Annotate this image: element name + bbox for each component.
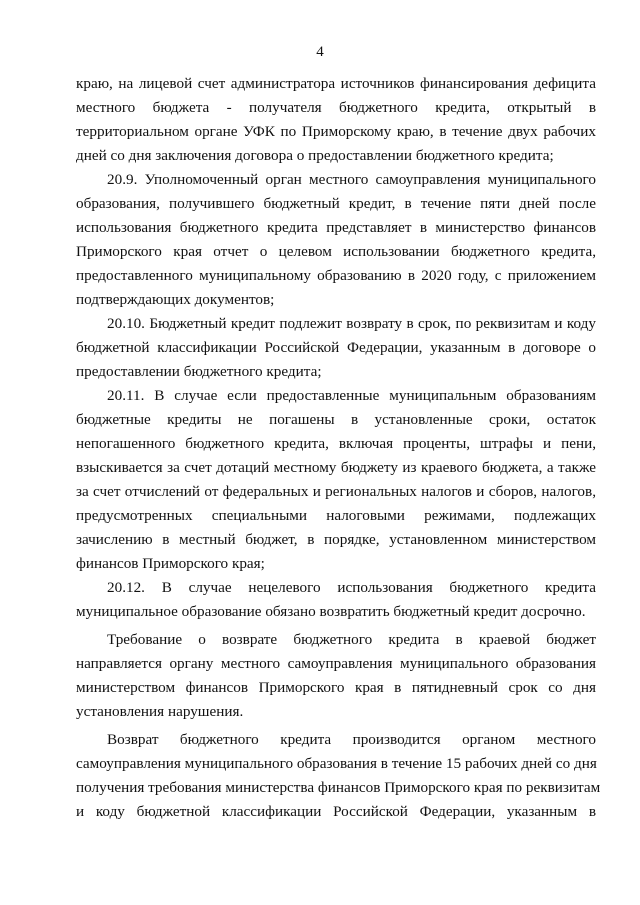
text-line: бюджетной классификации Российской Федерации, указанным в договоре о <box>76 339 596 356</box>
text-line: местного бюджета - получателя бюджетного кредита, открытый в <box>76 99 596 116</box>
text-line: образования, получившего бюджетный кредит, в течение пяти дней после <box>76 195 596 212</box>
text-line: территориальном органе УФК по Приморскому краю, в течение двух рабочих <box>76 123 596 140</box>
text-line: использования бюджетного кредита представляет в министерство финансов <box>76 219 596 236</box>
paragraph-requirement-start: Требование о возврате бюджетного кредита в краевой бюджет <box>107 631 596 648</box>
text-line: взыскивается за счет дотаций местному бюджету из краевого бюджета, а также <box>76 459 596 476</box>
text-line: получения требования министерства финансов Приморского края по реквизитам <box>76 779 601 796</box>
paragraph-20-10-start: 20.10. Бюджетный кредит подлежит возврату в срок, по реквизитам и коду <box>107 315 596 332</box>
text-line: предоставлении бюджетного кредита; <box>76 363 322 380</box>
page-number: 4 <box>316 44 324 60</box>
text-line: за счет отчислений от федеральных и региональных налогов и сборов, налогов, <box>76 483 596 500</box>
text-line: финансов Приморского края; <box>76 555 265 572</box>
paragraph-20-11-start: 20.11. В случае если предоставленные муниципальным образованиям <box>107 387 596 404</box>
text-line: краю, на лицевой счет администратора источников финансирования дефицита <box>76 75 596 92</box>
text-line: непогашенного бюджетного кредита, включая проценты, штрафы и пени, <box>76 435 596 452</box>
text-line: Приморского края отчет о целевом использовании бюджетного кредита, <box>76 243 596 260</box>
text-line: зачислению в местный бюджет, в порядке, установленном министерством <box>76 531 596 548</box>
text-line: предоставленного муниципальному образованию в 2020 году, с приложением <box>76 267 596 284</box>
text-line: самоуправления муниципального образования в течение 15 рабочих дней со дня <box>76 755 597 772</box>
text-line: дней со дня заключения договора о предоставлении бюджетного кредита; <box>76 147 554 164</box>
text-line: подтверждающих документов; <box>76 291 275 308</box>
text-line: муниципальное образование обязано возвратить бюджетный кредит досрочно. <box>76 603 586 620</box>
text-line: направляется органу местного самоуправления муниципального образования <box>76 655 596 672</box>
paragraph-20-12-start: 20.12. В случае нецелевого использования бюджетного кредита <box>107 579 596 596</box>
text-line: установления нарушения. <box>76 703 244 720</box>
text-line: министерством финансов Приморского края в пятидневный срок со дня <box>76 679 596 696</box>
paragraph-20-9-start: 20.9. Уполномоченный орган местного самоуправления муниципального <box>107 171 596 188</box>
text-line: предусмотренных специальными налоговыми режимами, подлежащих <box>76 507 596 524</box>
text-line: и коду бюджетной классификации Российской Федерации, указанным в <box>76 803 596 820</box>
text-line: бюджетные кредиты не погашены в установленные сроки, остаток <box>76 411 596 428</box>
paragraph-return-start: Возврат бюджетного кредита производится органом местного <box>107 731 596 748</box>
